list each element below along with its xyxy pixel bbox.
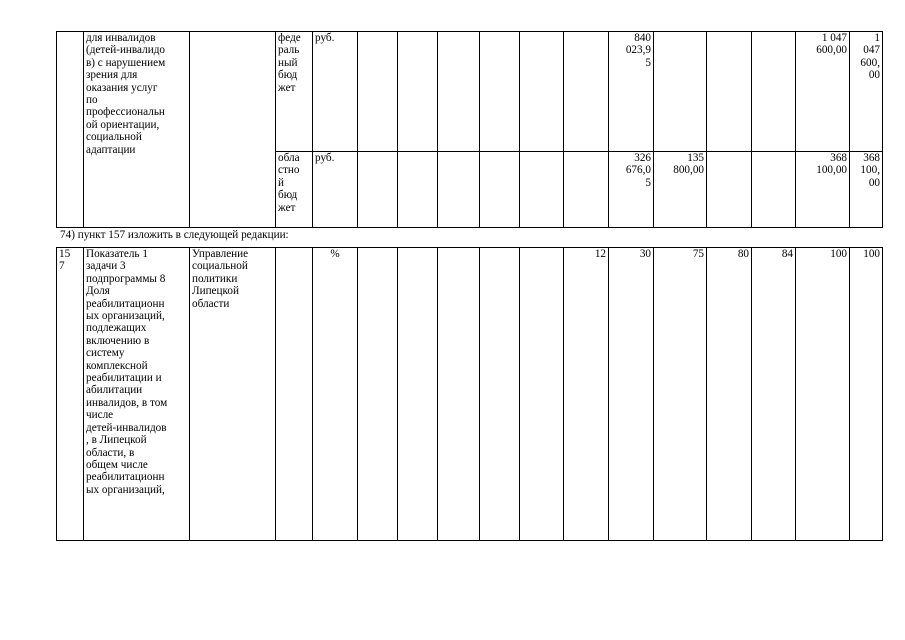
- value-cell: [438, 152, 480, 228]
- value-cell: [707, 152, 752, 228]
- value-cell: 368 100,00: [796, 152, 850, 228]
- value-cell: [480, 248, 520, 541]
- value-cell: 75: [654, 248, 707, 541]
- value-cell: [520, 152, 564, 228]
- unit-cell: %: [313, 248, 358, 541]
- value-cell: [358, 248, 398, 541]
- unit-cell: руб.: [313, 152, 358, 228]
- value-cell: [398, 248, 438, 541]
- executor-cell: Управление социальной политики Липецкой области: [190, 248, 276, 541]
- value-cell: 135 800,00: [654, 152, 707, 228]
- value-cell: 100: [850, 248, 883, 541]
- source-cell: феде раль ный бюд жет: [276, 32, 313, 152]
- value-cell: [520, 248, 564, 541]
- indicator-table: [56, 247, 883, 541]
- value-cell: [358, 32, 398, 152]
- value-cell: [564, 152, 609, 228]
- value-cell: [480, 152, 520, 228]
- value-cell: 12: [564, 248, 609, 541]
- description-cell: Показатель 1 задачи 3 подпрограммы 8 Доля реабилитационн ых организаций, подлежащих включению в систему комплексной реабилитации и абилитации инвалидов, в том числе детей-инвалидов , в Липецкой области, в общем числе реабилитационн ых организаций,: [84, 248, 190, 541]
- source-cell: [276, 248, 313, 541]
- value-cell: [480, 32, 520, 152]
- value-cell: [752, 152, 796, 228]
- value-cell: 100: [796, 248, 850, 541]
- value-cell: 1 047 600,00: [796, 32, 850, 152]
- value-cell: [358, 152, 398, 228]
- value-cell: [752, 32, 796, 152]
- value-cell: 840 023,9 5: [609, 32, 654, 152]
- value-cell: 84: [752, 248, 796, 541]
- executor-cell: [190, 32, 276, 228]
- value-cell: 80: [707, 248, 752, 541]
- budget-table: [56, 31, 883, 228]
- amendment-note: 74) пункт 157 изложить в следующей редакции:: [60, 229, 289, 241]
- row-number-cell: 15 7: [57, 248, 84, 541]
- value-cell: [520, 32, 564, 152]
- value-cell: [438, 32, 480, 152]
- value-cell: [654, 32, 707, 152]
- description-cell: для инвалидов (детей-инвалидо в) с нарушением зрения для оказания услуг по профессиональн ой ориентации, социальной адаптации: [84, 32, 190, 228]
- value-cell: 326 676,0 5: [609, 152, 654, 228]
- value-cell: [564, 32, 609, 152]
- value-cell: [707, 32, 752, 152]
- value-cell: 1 047 600, 00: [850, 32, 883, 152]
- value-cell: [398, 32, 438, 152]
- table-row: [57, 248, 883, 541]
- value-cell: [438, 248, 480, 541]
- value-cell: 368 100, 00: [850, 152, 883, 228]
- value-cell: 30: [609, 248, 654, 541]
- row-number-cell: [57, 32, 84, 228]
- unit-cell: руб.: [313, 32, 358, 152]
- value-cell: [398, 152, 438, 228]
- source-cell: обла стно й бюд жет: [276, 152, 313, 228]
- table-row: [57, 32, 883, 152]
